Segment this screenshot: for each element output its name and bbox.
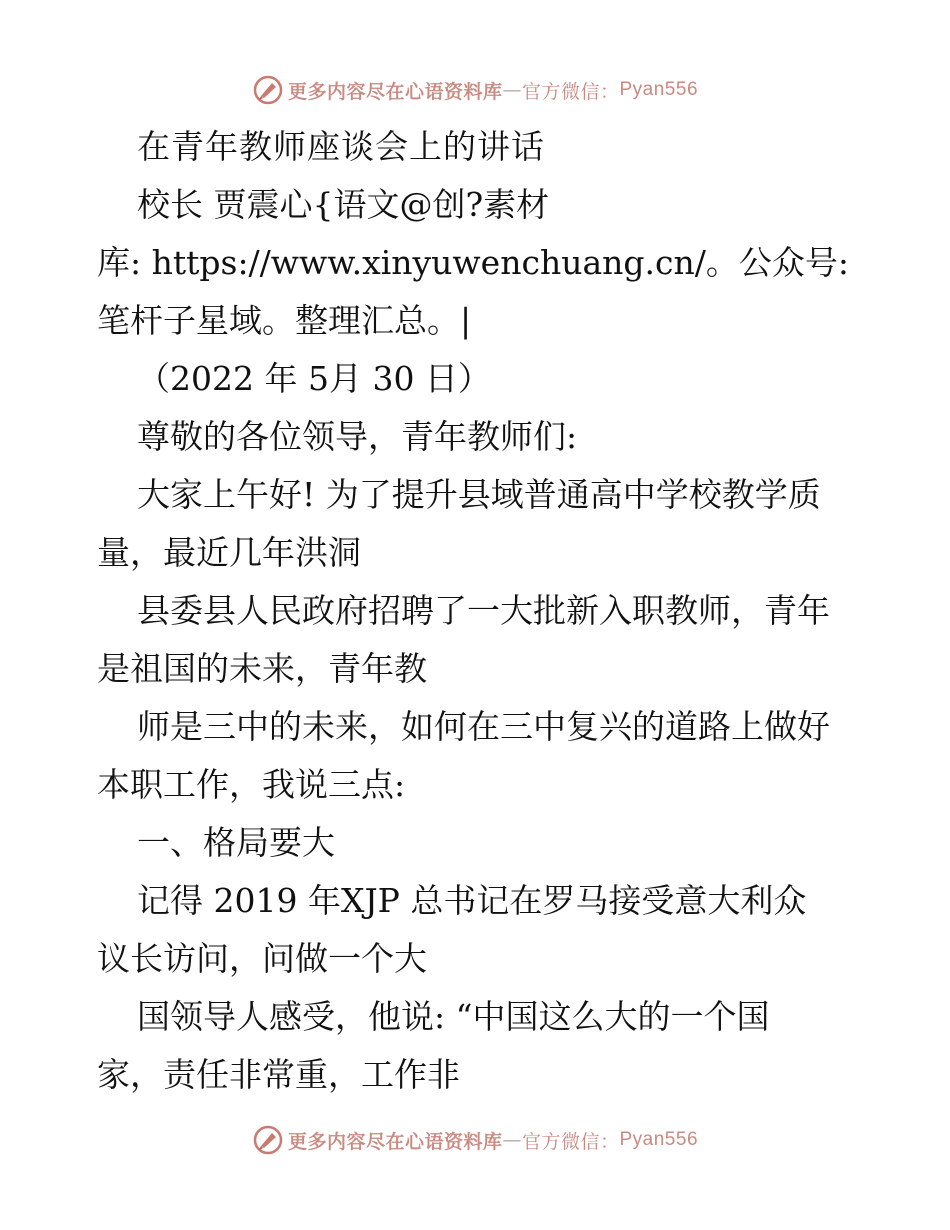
paragraph-line: 量，最近几年洪洞 xyxy=(97,533,361,572)
paragraph-line: 库: https://www.xinyuwenchuang.cn/。公众号: xyxy=(97,243,849,282)
banner-main-text: 更多内容尽在心语资料库 xyxy=(287,80,503,103)
paragraph-line: 国领导人感受，他说: “中国这么大的一个国 xyxy=(137,997,770,1036)
paragraph-line: 是祖国的未来，青年教 xyxy=(97,649,427,688)
paragraph-line: 笔杆子星域。整理汇总。| xyxy=(97,301,472,340)
banner-wechat-label: 官方微信： xyxy=(521,80,620,103)
paragraph-line: 县委县人民政府招聘了一大批新入职教师，青年 xyxy=(137,591,830,630)
banner-separator: — xyxy=(502,79,522,101)
paragraph-line: 在青年教师座谈会上的讲话 xyxy=(137,127,545,166)
paragraph-line: 议长访问，问做一个大 xyxy=(97,939,427,978)
paragraph-line: 校长 贾震心{语文@创?素材 xyxy=(137,185,550,224)
header-banner xyxy=(0,70,950,110)
banner-wechat-label: 官方微信： xyxy=(521,1130,620,1153)
banner-separator: — xyxy=(502,1129,522,1151)
document-body xyxy=(97,118,867,1104)
section-heading: 一、格局要大 xyxy=(137,823,335,862)
paragraph-line: 记得 2019 年XJP 总书记在罗马接受意大利众 xyxy=(137,881,807,920)
paragraph-line: （2022 年 5月 30 日） xyxy=(137,359,491,398)
pen-nib-logo-icon xyxy=(252,74,284,106)
footer-banner xyxy=(0,1120,950,1160)
pen-nib-logo-icon xyxy=(252,1124,284,1156)
paragraph-line: 大家上午好! 为了提升县域普通高中学校教学质 xyxy=(137,475,821,514)
paragraph-line: 家，责任非常重，工作非 xyxy=(97,1055,460,1094)
paragraph-line: 师是三中的未来，如何在三中复兴的道路上做好 xyxy=(137,707,830,746)
paragraph-line: 尊敬的各位领导，青年教师们: xyxy=(137,417,578,456)
banner-wechat-id: Pyan556 xyxy=(619,1129,699,1150)
paragraph-line: 本职工作，我说三点: xyxy=(97,765,406,804)
banner-wechat-id: Pyan556 xyxy=(619,79,699,100)
banner-main-text: 更多内容尽在心语资料库 xyxy=(287,1130,503,1153)
